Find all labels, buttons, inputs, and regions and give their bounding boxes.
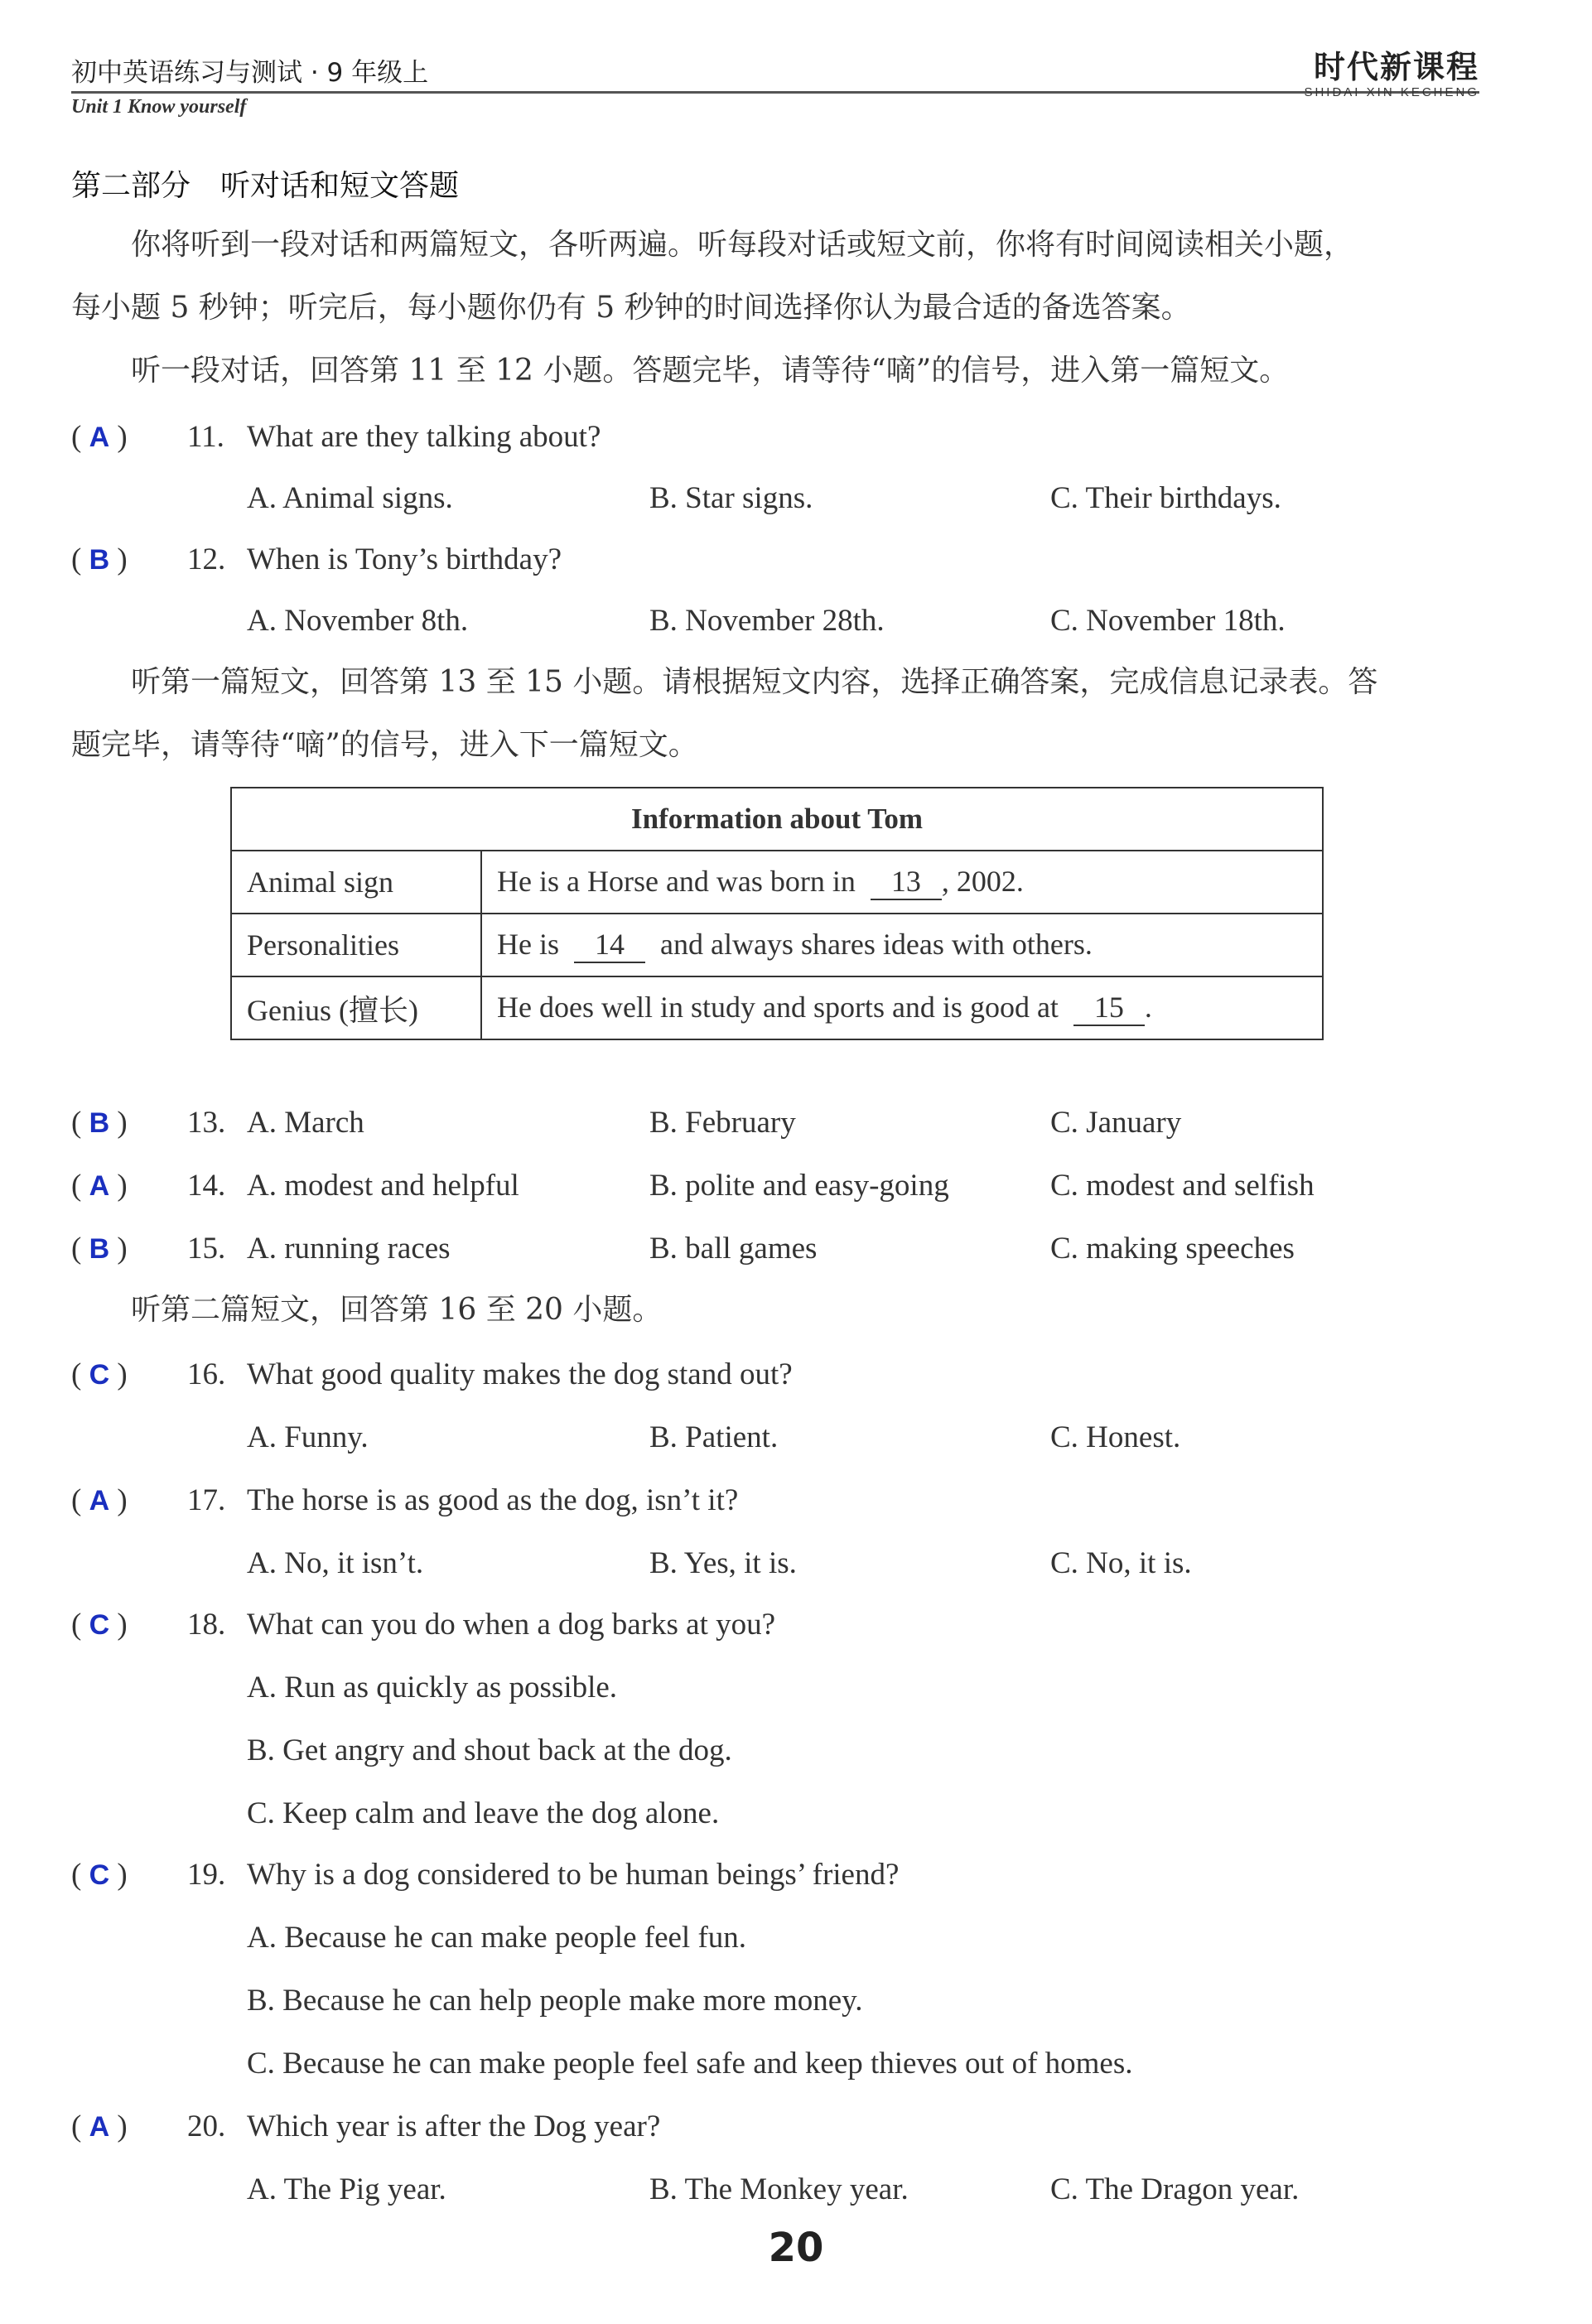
question-16-text: What good quality makes the dog stand out? xyxy=(247,1357,793,1391)
question-number-15: 15. xyxy=(187,1232,226,1266)
q17-option-a: A. No, it isn’t. xyxy=(247,1546,424,1580)
row-content xyxy=(481,851,1323,914)
question-number-11: 11. xyxy=(187,420,224,454)
q18-option-b: B. Get angry and shout back at the dog. xyxy=(247,1733,732,1767)
answer-bracket-13: ( B ) xyxy=(71,1106,128,1140)
q16-option-a: A. Funny. xyxy=(247,1420,369,1454)
q13-option-a: A. March xyxy=(247,1106,364,1140)
q12-option-a: A. November 8th. xyxy=(247,604,469,638)
q11-option-a: A. Animal signs. xyxy=(247,481,453,515)
question-number-13: 13. xyxy=(187,1106,226,1140)
q11-option-b: B. Star signs. xyxy=(649,481,813,515)
q20-option-c: C. The Dragon year. xyxy=(1050,2172,1300,2206)
q18-option-a: A. Run as quickly as possible. xyxy=(247,1671,618,1704)
answer-19: C xyxy=(89,1859,110,1891)
row-text-pre: He does well in study and sports and is good at xyxy=(497,991,1059,1024)
blank-14: 14 xyxy=(574,927,645,963)
q17-option-b: B. Yes, it is. xyxy=(649,1546,797,1580)
q15-option-c: C. making speeches xyxy=(1050,1232,1295,1266)
blank-15: 15 xyxy=(1073,990,1145,1026)
row-text-pre: He is a Horse and was born in xyxy=(497,865,856,898)
q13-option-b: B. February xyxy=(649,1106,796,1140)
question-20-text: Which year is after the Dog year? xyxy=(247,2109,661,2143)
answer-18: C xyxy=(89,1609,110,1641)
q17-option-c: C. No, it is. xyxy=(1050,1546,1192,1580)
answer-bracket-11: ( A ) xyxy=(71,420,128,454)
answer-12: B xyxy=(89,544,110,576)
intro-line-1: 你将听到一段对话和两篇短文，各听两遍。听每段对话或短文前，你将有时间阅读相关小题， xyxy=(131,228,1354,262)
answer-bracket-17: ( A ) xyxy=(71,1483,128,1517)
q19-option-c: C. Because he can make people feel safe and keep thieves out of homes. xyxy=(247,2047,1133,2081)
answer-17: A xyxy=(89,1485,110,1516)
question-11-text: What are they talking about? xyxy=(247,420,601,454)
book-title: 初中英语练习与测试 · 9 年级上 xyxy=(71,58,429,88)
q16-option-b: B. Patient. xyxy=(649,1420,779,1454)
answer-11: A xyxy=(89,422,110,453)
info-table xyxy=(230,787,1324,1040)
page-number: 20 xyxy=(768,2225,824,2271)
q19-option-b: B. Because he can help people make more money. xyxy=(247,1984,863,2018)
q15-option-b: B. ball games xyxy=(649,1232,818,1266)
row-label: Personalities xyxy=(231,914,481,976)
question-number-20: 20. xyxy=(187,2109,226,2143)
answer-16: C xyxy=(89,1359,110,1391)
question-number-14: 14. xyxy=(187,1169,226,1203)
question-number-19: 19. xyxy=(187,1858,226,1892)
answer-14: A xyxy=(89,1170,110,1202)
row-content xyxy=(481,976,1323,1039)
answer-13: B xyxy=(89,1107,110,1139)
info-table-title: Information about Tom xyxy=(231,788,1323,851)
table-row xyxy=(231,914,1323,976)
intro-line-2: 每小题 5 秒钟；听完后，每小题你仍有 5 秒钟的时间选择你认为最合适的备选答案。 xyxy=(71,291,1191,325)
q19-option-a: A. Because he can make people feel fun. xyxy=(247,1921,747,1955)
q13-option-c: C. January xyxy=(1050,1106,1182,1140)
question-number-12: 12. xyxy=(187,542,226,576)
question-17-text: The horse is as good as the dog, isn’t it? xyxy=(247,1483,739,1517)
brand-logo xyxy=(1218,41,1479,99)
answer-bracket-12: ( B ) xyxy=(71,542,128,576)
answer-15: B xyxy=(89,1233,110,1265)
q15-option-a: A. running races xyxy=(247,1232,451,1266)
row-label: Genius (擅长) xyxy=(231,976,481,1039)
q20-option-a: A. The Pig year. xyxy=(247,2172,446,2206)
row-label: Animal sign xyxy=(231,851,481,914)
question-12-text: When is Tony’s birthday? xyxy=(247,542,562,576)
passage1-instructions-2: 题完毕，请等待“嘀”的信号，进入下一篇短文。 xyxy=(71,728,698,762)
answer-bracket-18: ( C ) xyxy=(71,1608,128,1642)
section-title: 第二部分 听对话和短文答题 xyxy=(71,169,460,203)
q14-option-c: C. modest and selfish xyxy=(1050,1169,1315,1203)
q11-option-c: C. Their birthdays. xyxy=(1050,481,1281,515)
question-19-text: Why is a dog considered to be human beings’ friend? xyxy=(247,1858,900,1892)
q14-option-a: A. modest and helpful xyxy=(247,1169,519,1203)
table-row xyxy=(231,976,1323,1039)
passage2-instructions: 听第二篇短文，回答第 16 至 20 小题。 xyxy=(131,1293,663,1327)
answer-bracket-20: ( A ) xyxy=(71,2109,128,2143)
q14-option-b: B. polite and easy-going xyxy=(649,1169,949,1203)
dialog-instructions: 听一段对话，回答第 11 至 12 小题。答题完毕，请等待“嘀”的信号，进入第一篇短文。 xyxy=(131,354,1290,388)
row-text-post: . xyxy=(1144,991,1152,1024)
blank-13: 13 xyxy=(871,864,942,900)
question-18-text: What can you do when a dog barks at you? xyxy=(247,1608,776,1642)
question-number-18: 18. xyxy=(187,1608,226,1642)
row-text-post: , 2002. xyxy=(941,865,1024,898)
q16-option-c: C. Honest. xyxy=(1050,1420,1181,1454)
answer-20: A xyxy=(89,2111,110,2143)
unit-title: Unit 1 Know yourself xyxy=(71,96,247,118)
row-content xyxy=(481,914,1323,976)
q12-option-c: C. November 18th. xyxy=(1050,604,1286,638)
question-number-17: 17. xyxy=(187,1483,226,1517)
answer-bracket-14: ( A ) xyxy=(71,1169,128,1203)
q18-option-c: C. Keep calm and leave the dog alone. xyxy=(247,1796,720,1830)
brand-name-cn: 时代新课程 xyxy=(1313,49,1479,85)
answer-bracket-16: ( C ) xyxy=(71,1357,128,1391)
row-text-pre: He is xyxy=(497,928,559,961)
passage1-instructions-1: 听第一篇短文，回答第 13 至 15 小题。请根据短文内容，选择正确答案，完成信息记录表。答 xyxy=(131,665,1378,699)
brand-name-en: SHIDAI XIN KECHENG xyxy=(1304,85,1479,99)
table-row xyxy=(231,851,1323,914)
q20-option-b: B. The Monkey year. xyxy=(649,2172,909,2206)
answer-bracket-19: ( C ) xyxy=(71,1858,128,1892)
answer-bracket-15: ( B ) xyxy=(71,1232,128,1266)
row-text-post: and always shares ideas with others. xyxy=(660,928,1093,961)
q12-option-b: B. November 28th. xyxy=(649,604,885,638)
info-table-header-row xyxy=(231,788,1323,851)
question-number-16: 16. xyxy=(187,1357,226,1391)
